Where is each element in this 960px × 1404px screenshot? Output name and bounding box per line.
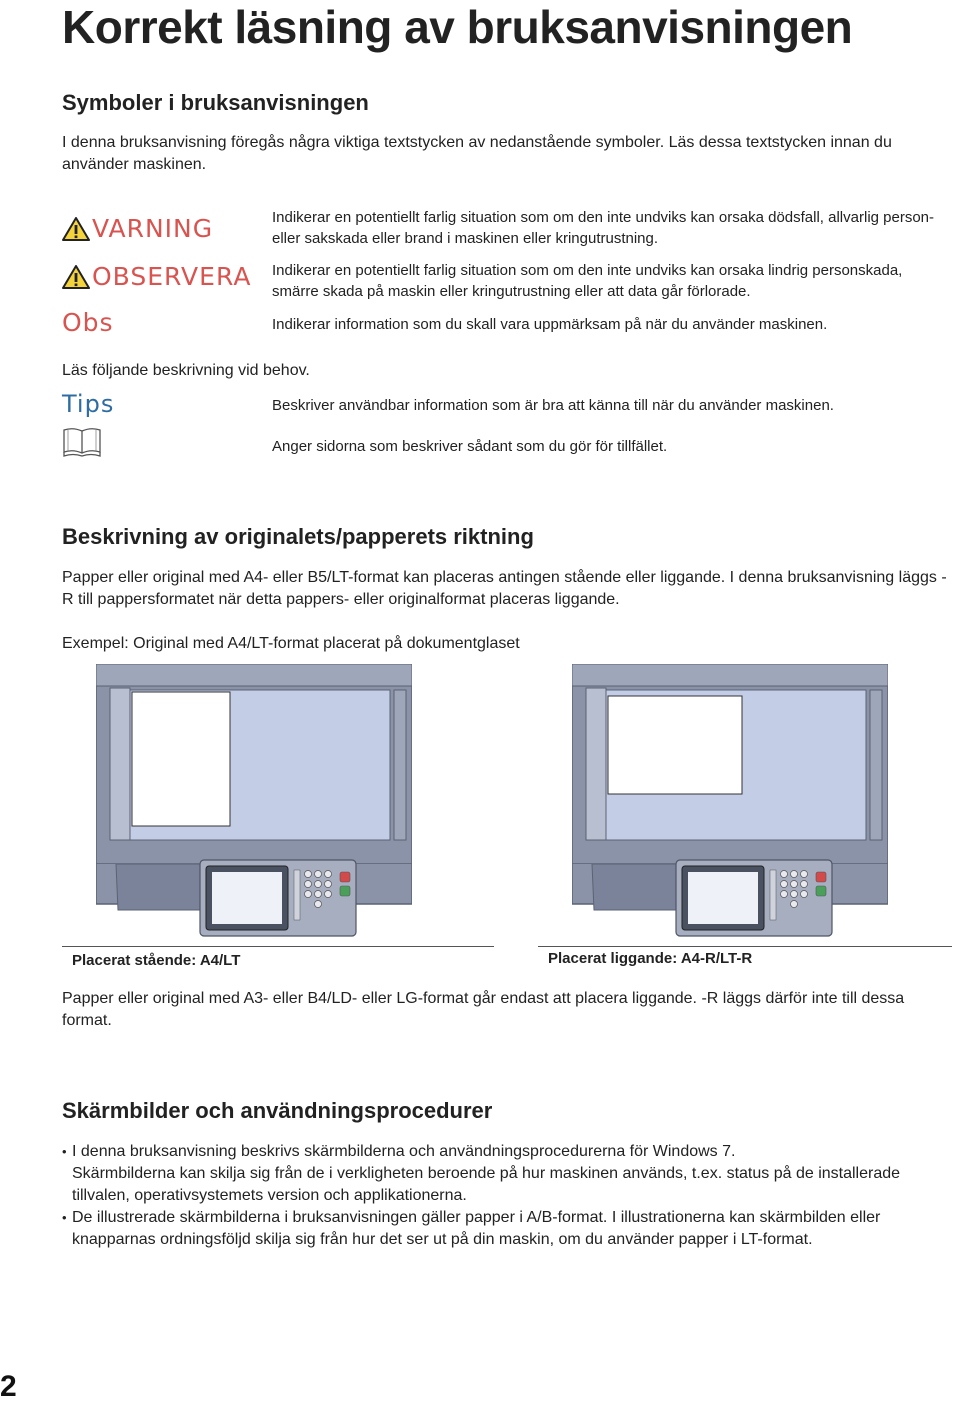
tips-label: Tips — [62, 390, 115, 418]
list-item — [62, 1207, 952, 1251]
orientation-paragraph-2: Papper eller original med A3- eller B4/LD- eller LG-format går endast att placera liggande. -R läggs därför inte till dessa format. — [62, 990, 905, 1029]
screens-heading: Skärmbilder och användningsprocedurer — [62, 1098, 493, 1123]
document-portrait-sheet — [132, 692, 230, 826]
note-text: Indikerar information som du skall vara uppmärksam på när du använder maskinen. — [272, 316, 828, 333]
orientation-heading: Beskrivning av originalets/papperets riktning — [62, 524, 534, 549]
screens-bullet-list — [62, 1141, 952, 1251]
caption-landscape: Placerat liggande: A4-R/LT-R — [548, 950, 753, 967]
bullet-1-line-2: Skärmbilderna kan skilja sig från de i verkligheten beroende på hur maskinen används, t.ex. status på de installerade tillvalen, operativsystemets version och applikationerna. — [72, 1165, 901, 1204]
symbols-intro: I denna bruksanvisning föregås några viktiga textstycken av nedanstående symboler. Läs dessa textstycken innan du använder maskinen. — [62, 134, 892, 173]
page-title: Korrekt läsning av bruksanvisningen — [62, 1, 853, 53]
note-label: Obs — [62, 308, 114, 337]
note-symbol — [62, 308, 114, 337]
document-landscape-sheet — [608, 696, 742, 794]
caution-label: OBSERVERA — [92, 262, 252, 291]
caution-triangle-icon — [62, 264, 90, 290]
machine-landscape-illustration — [572, 664, 888, 944]
caption-rule-left — [62, 946, 494, 947]
page-number: 2 — [0, 1370, 17, 1403]
caption-portrait: Placerat stående: A4/LT — [72, 952, 241, 969]
warning-text: Indikerar en potentiellt farlig situation som om den inte undviks kan orsaka dödsfall, allvarlig personeller sakskada eller brand i maskinen eller kringutrustning. — [272, 209, 935, 247]
warning-label: VARNING — [92, 214, 214, 243]
book-reference-icon — [62, 426, 102, 458]
list-item — [62, 1141, 952, 1207]
warning-symbol — [62, 214, 213, 243]
symbols-heading: Symboler i bruksanvisningen — [62, 90, 369, 115]
reference-text: Anger sidorna som beskriver sådant som du gör för tillfället. — [272, 438, 668, 455]
warning-triangle-icon — [62, 216, 90, 242]
example-label: Exempel: Original med A4/LT-format placerat på dokumentglaset — [62, 635, 520, 652]
tips-text: Beskriver användbar information som är bra att känna till när du använder maskinen. — [272, 397, 834, 414]
bullet-1-line-1: • I denna bruksanvisning beskrivs skärmbilderna och användningsprocedurerna för Windows 7. — [72, 1143, 736, 1160]
caution-text: Indikerar en potentiellt farlig situation som om den inte undviks kan orsaka lindrig personskada, smärre skada på maskin eller kringutrustning eller att data går förlorade. — [272, 262, 903, 300]
caution-symbol — [62, 262, 251, 291]
machine-portrait-illustration — [96, 664, 412, 944]
read-as-needed: Läs följande beskrivning vid behov. — [62, 362, 310, 379]
bullet-2-line-1: • De illustrerade skärmbilderna i bruksanvisningen gäller papper i A/B-format. I illustrationerna kan skärmbilden eller knapparnas ordningsföljd skilja sig från hur det ser ut på din maskin, om du använder papper i LT-format. — [72, 1209, 881, 1248]
orientation-paragraph: Papper eller original med A4- eller B5/LT-format kan placeras antingen stående eller liggande. I denna bruksanvisning läggs -R till pappersformatet när detta pappers- eller originalformat placeras liggande. — [62, 569, 947, 608]
caption-rule-right — [538, 946, 952, 947]
